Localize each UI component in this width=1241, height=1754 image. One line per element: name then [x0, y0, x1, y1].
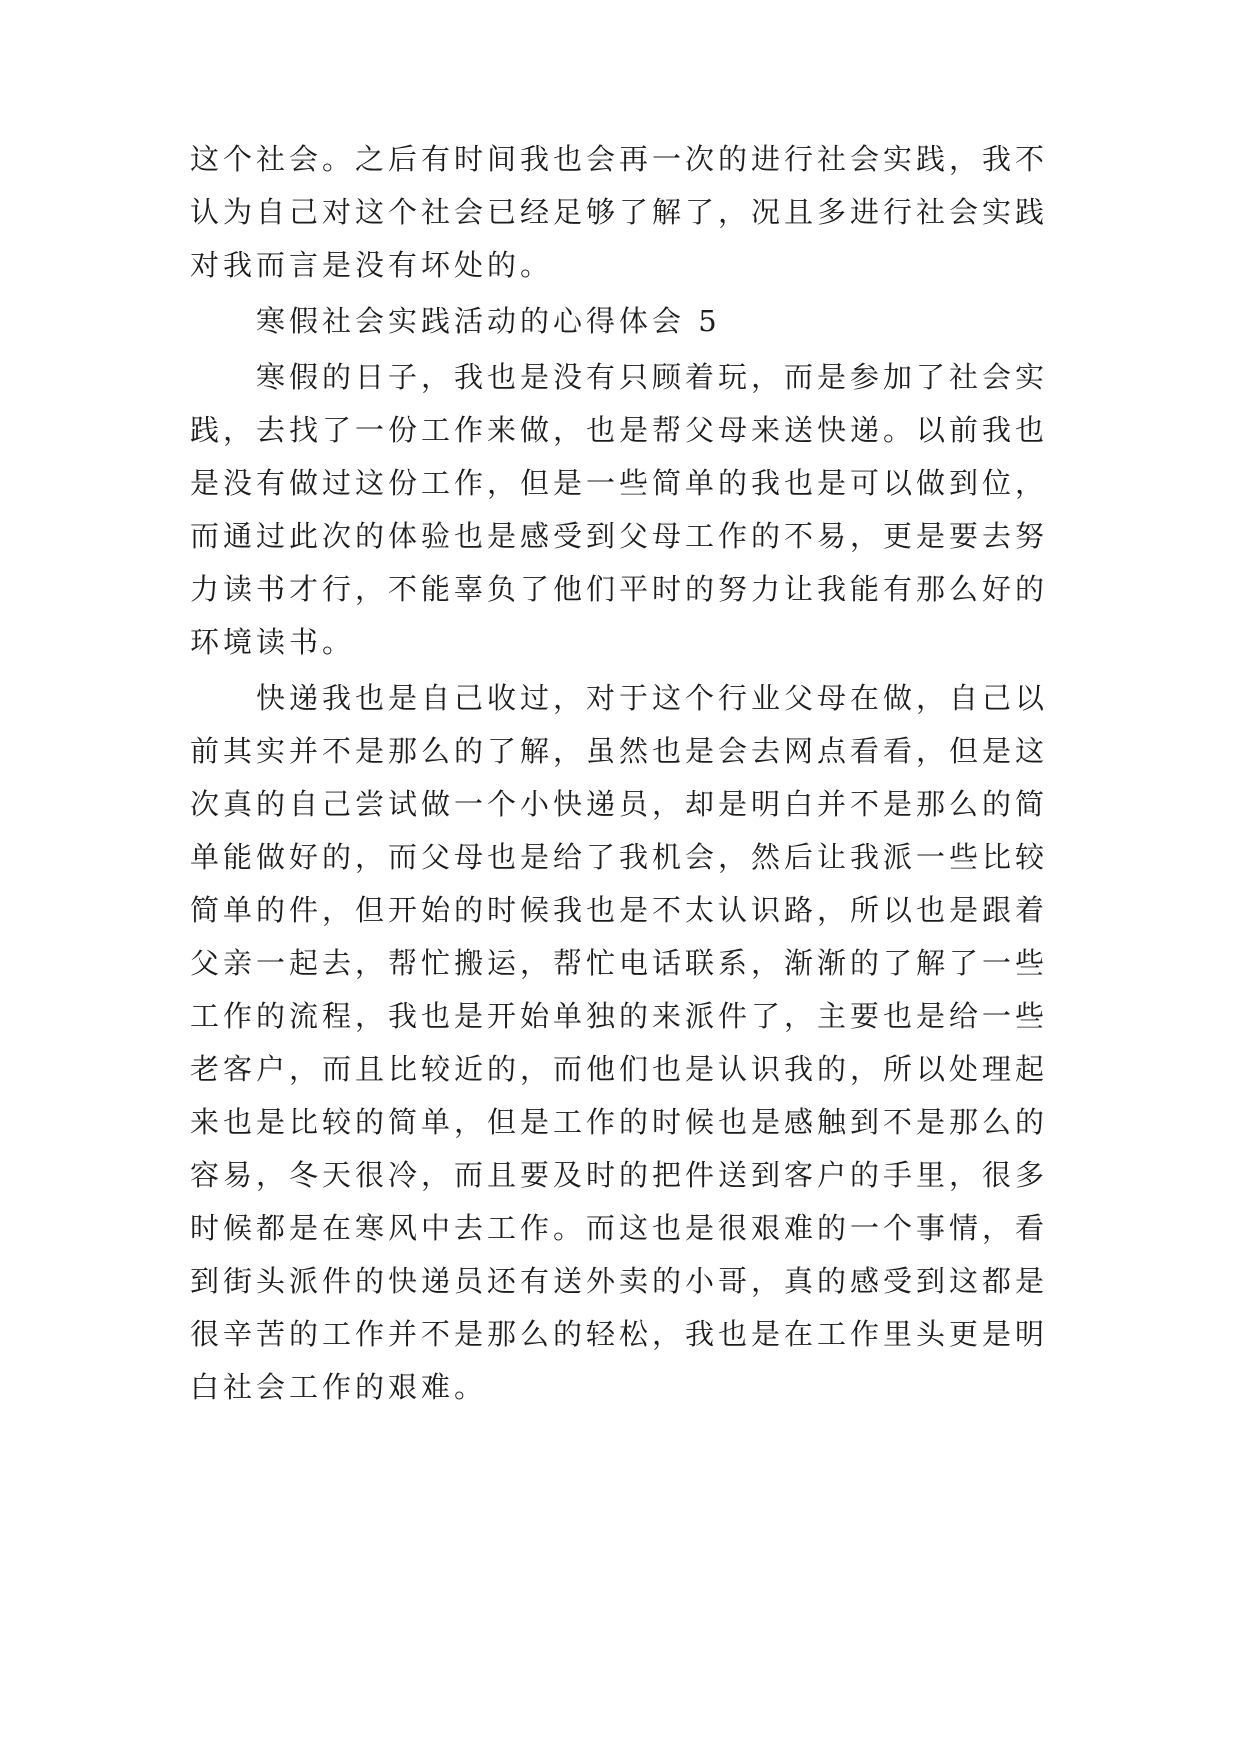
text-line: 前其实并不是那么的了解，虽然也是会去网点看看，但是这 [190, 734, 1049, 768]
text-line: 工作的流程，我也是开始单独的来派件了，主要也是给一些 [190, 999, 1049, 1033]
text-line: 寒假的日子，我也是没有只顾着玩，而是参加了社会实 [256, 360, 1049, 394]
text-line: 白社会工作的艰难。 [190, 1370, 488, 1404]
text-line: 来也是比较的简单，但是工作的时候也是感触到不是那么的 [190, 1105, 1049, 1139]
paragraph-continued [190, 133, 1051, 292]
text-line: 认为自己对这个社会已经足够了解了，况且多进行社会实践 [190, 195, 1049, 229]
text-line: 父亲一起去，帮忙搬运，帮忙电话联系，渐渐的了解了一些 [190, 946, 1049, 980]
paragraph [190, 351, 1051, 669]
text-line: 时候都是在寒风中去工作。而这也是很艰难的一个事情，看 [190, 1211, 1049, 1245]
text-line: 很辛苦的工作并不是那么的轻松，我也是在工作里头更是明 [190, 1317, 1049, 1351]
text-line: 老客户，而且比较近的，而他们也是认识我的，所以处理起 [190, 1052, 1049, 1086]
text-line: 快递我也是自己收过，对于这个行业父母在做，自己以 [256, 681, 1049, 715]
text-line: 简单的件，但开始的时候我也是不太认识路，所以也是跟着 [190, 893, 1049, 927]
text-line: 是没有做过这份工作，但是一些简单的我也是可以做到位， [190, 466, 1049, 500]
text-line: 而通过此次的体验也是感受到父母工作的不易，更是要去努 [190, 519, 1049, 553]
text-line: 践，去找了一份工作来做，也是帮父母来送快递。以前我也 [190, 413, 1049, 447]
text-line: 环境读书。 [190, 625, 356, 659]
text-line: 容易，冬天很冷，而且要及时的把件送到客户的手里，很多 [190, 1158, 1049, 1192]
text-line: 到街头派件的快递员还有送外卖的小哥，真的感受到这都是 [190, 1264, 1049, 1298]
section-heading: 寒假社会实践活动的心得体会 5 [256, 304, 721, 338]
text-line: 对我而言是没有坏处的。 [190, 248, 554, 282]
section-heading-block [190, 295, 1051, 348]
text-line: 力读书才行，不能辜负了他们平时的努力让我能有那么好的 [190, 572, 1049, 606]
text-line: 单能做好的，而父母也是给了我机会，然后让我派一些比较 [190, 840, 1049, 874]
text-line: 次真的自己尝试做一个小快递员，却是明白并不是那么的简 [190, 787, 1049, 821]
text-line: 这个社会。之后有时间我也会再一次的进行社会实践，我不 [190, 142, 1049, 176]
paragraph [190, 672, 1051, 1414]
